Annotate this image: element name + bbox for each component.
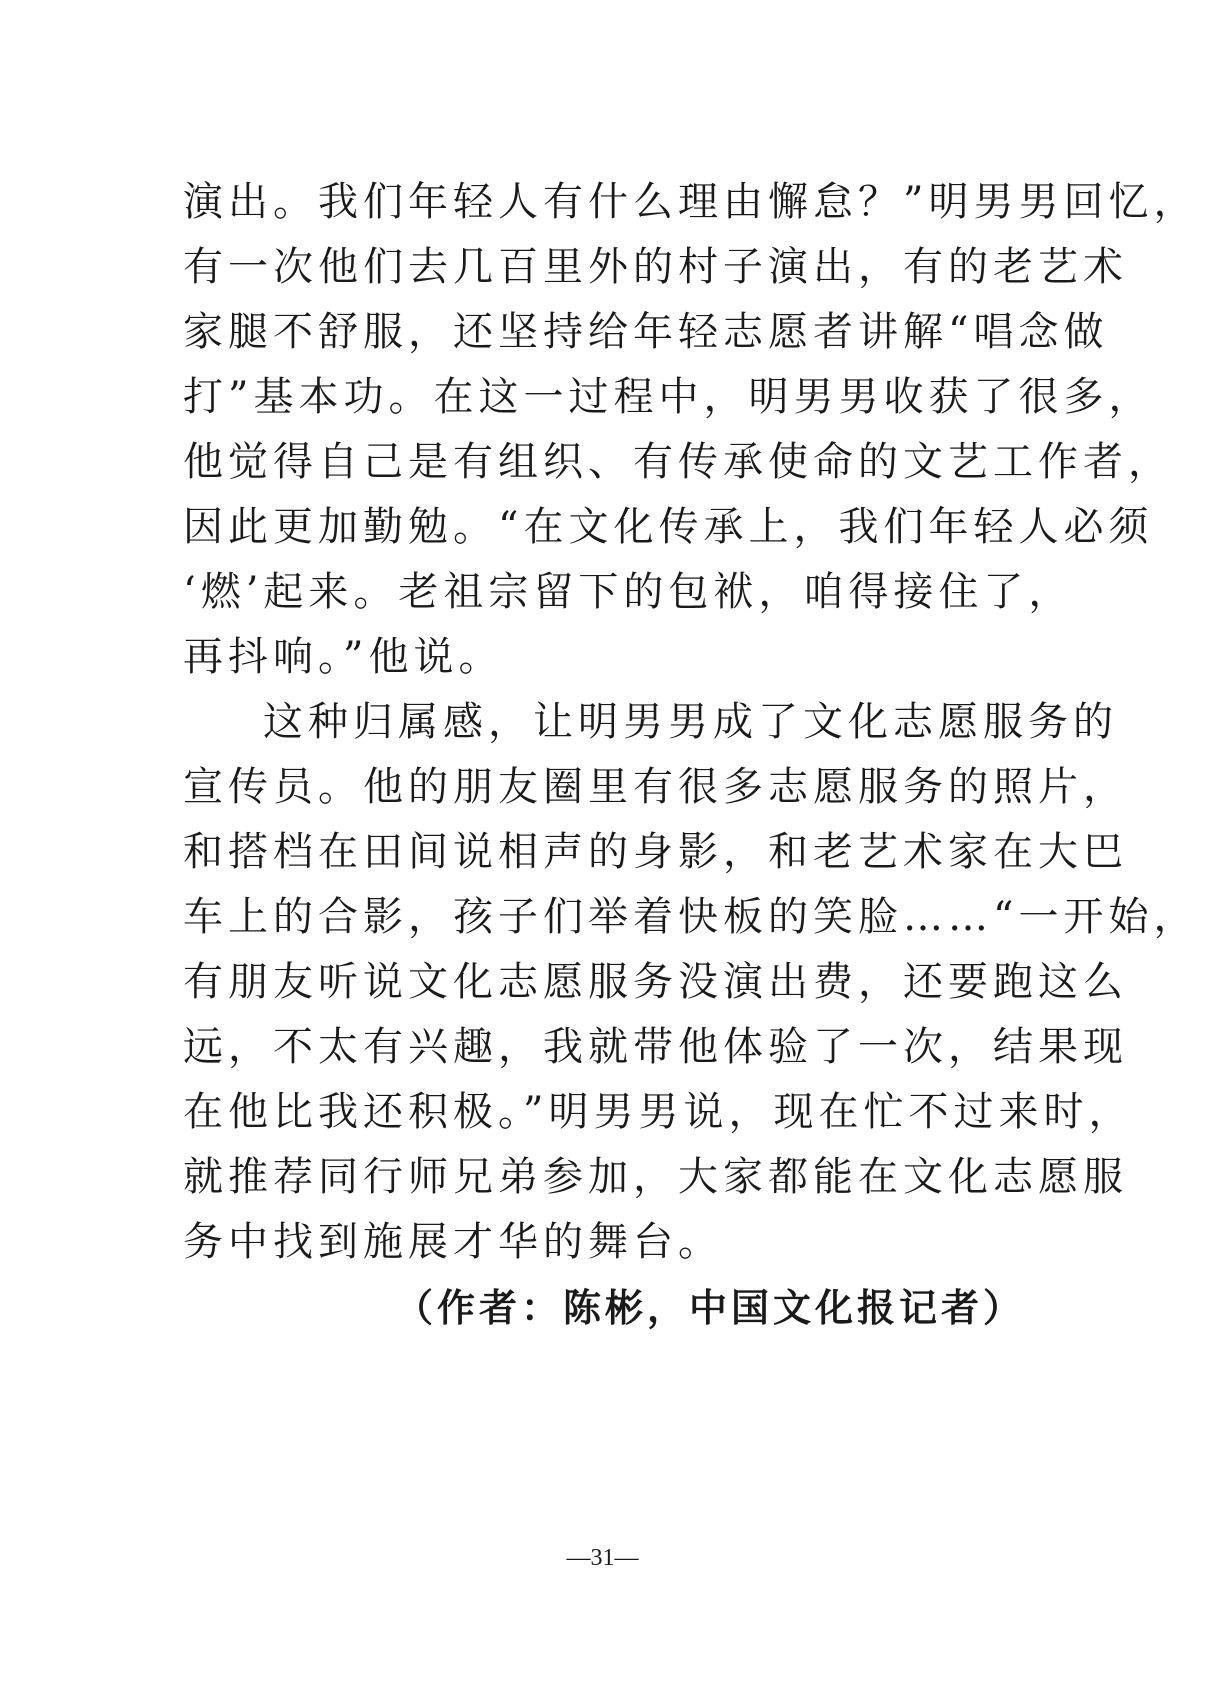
text-line: 务中找到施展才华的舞台。: [183, 1219, 723, 1265]
text-line: 和搭档在田间说相声的身影，和老艺术家在大巴: [183, 829, 1128, 875]
text-line: ‘燃’起来。老祖宗留下的包袱，咱得接住了，: [183, 569, 1074, 615]
text-line: 家腿不舒服，还坚持给年轻志愿者讲解“唱念做: [183, 309, 1109, 355]
text-line: 宣传员。他的朋友圈里有很多志愿服务的照片，: [183, 764, 1128, 810]
author-byline: （作者：陈彬，中国文化报记者）: [394, 1285, 1025, 1330]
text-line: 车上的合影，孩子们举着快板的笑脸……“一开始，: [183, 894, 1199, 940]
page-number: —31—: [566, 1545, 639, 1571]
text-line: 有朋友听说文化志愿服务没演出费，还要跑这么: [183, 959, 1128, 1005]
text-line: 演出。我们年轻人有什么理由懈怠？”明男男回忆，: [183, 179, 1199, 225]
text-line: 他觉得自己是有组织、有传承使命的文艺工作者，: [183, 439, 1173, 485]
text-line: 有一次他们去几百里外的村子演出，有的老艺术: [183, 244, 1128, 290]
paragraph-2: [183, 690, 1199, 1275]
article-body: [183, 170, 1199, 1340]
text-line: 就推荐同行师兄弟参加，大家都能在文化志愿服: [183, 1154, 1128, 1200]
text-line: 打”基本功。在这一过程中，明男男收获了很多，: [183, 374, 1154, 420]
text-line: 在他比我还积极。”明男男说，现在忙不过来时，: [183, 1089, 1134, 1135]
text-line: 再抖响。”他说。: [183, 634, 504, 680]
text-line: 因此更加勤勉。“在文化传承上，我们年轻人必须: [183, 504, 1154, 550]
text-line: 这种归属感，让明男男成了文化志愿服务的: [263, 699, 1118, 745]
paragraph-1: [183, 170, 1199, 690]
text-line: 远，不太有兴趣，我就带他体验了一次，结果现: [183, 1024, 1128, 1070]
